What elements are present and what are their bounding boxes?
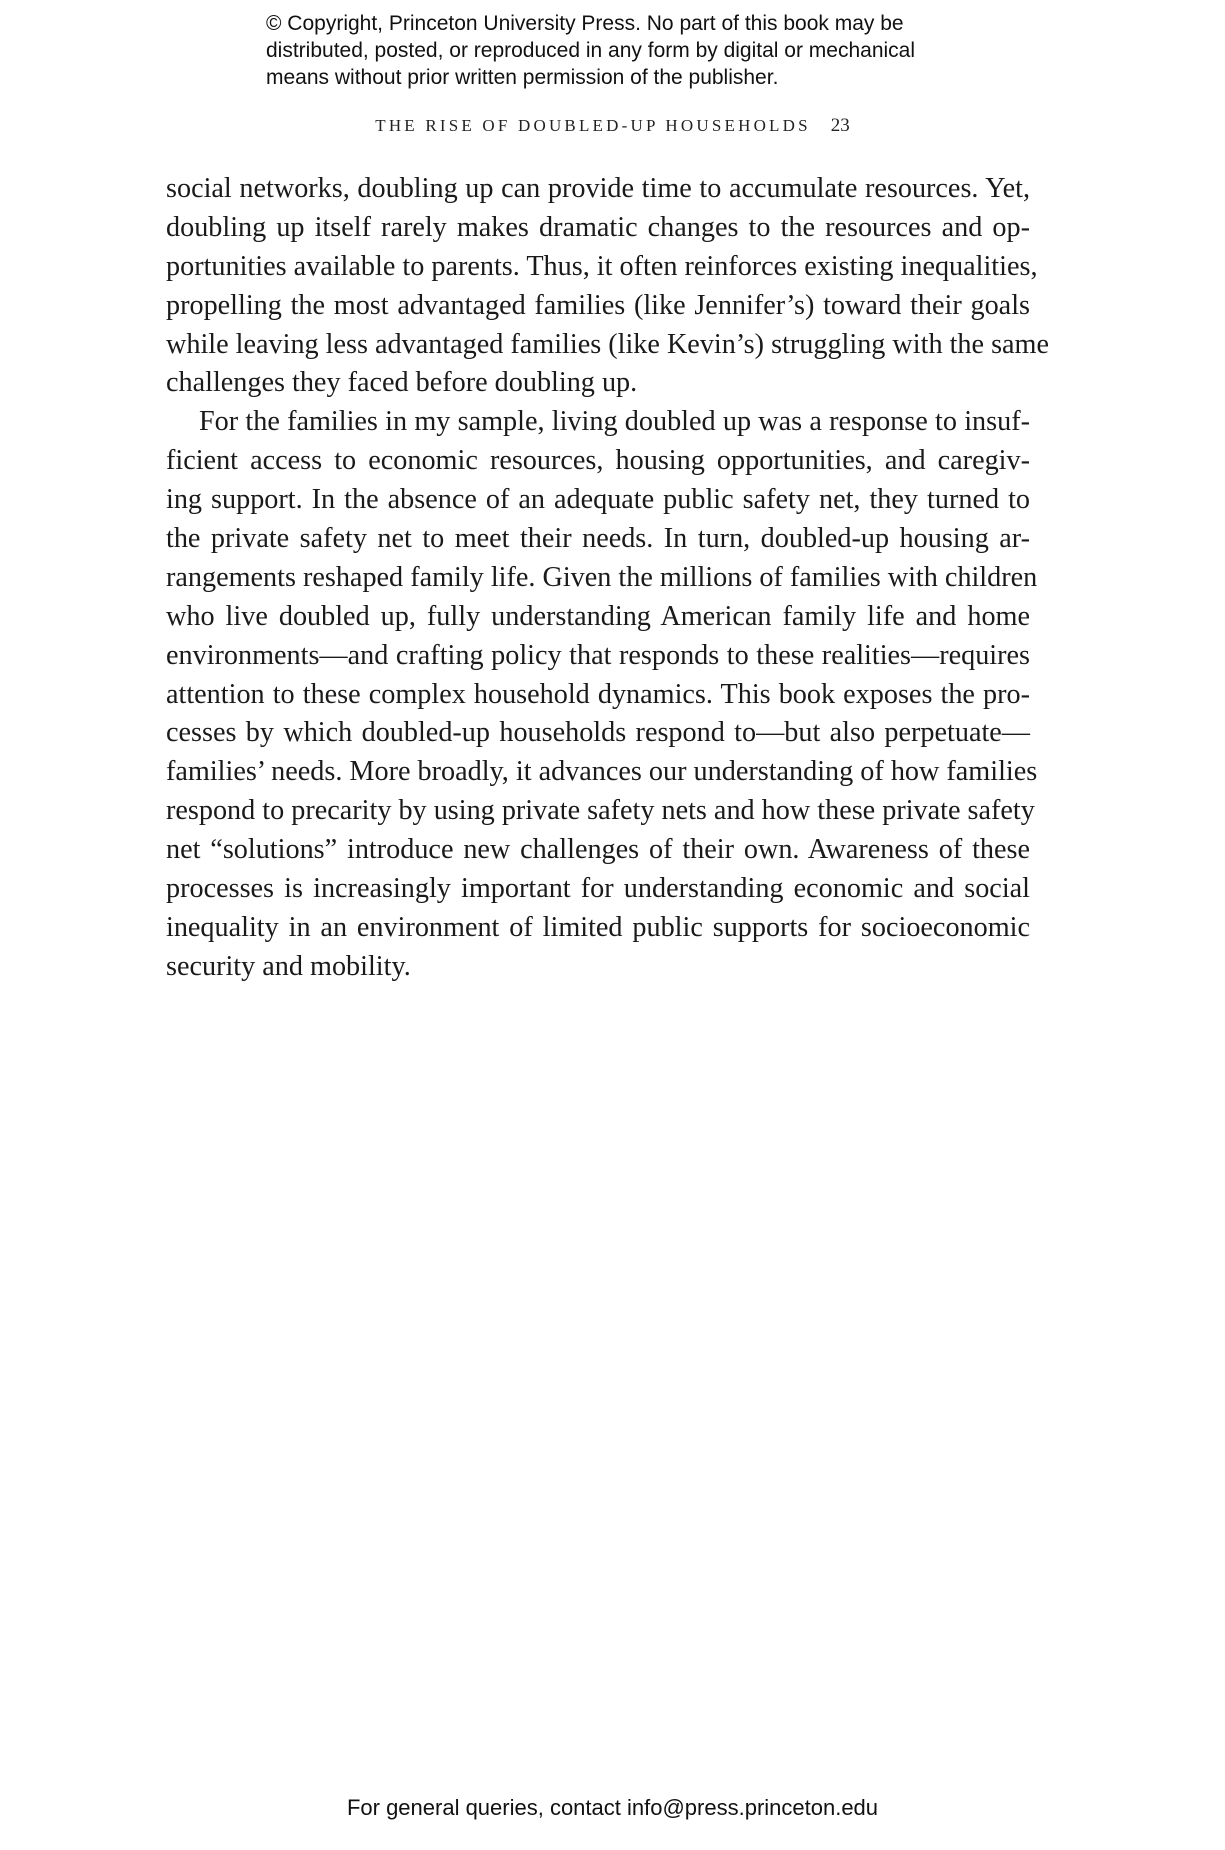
text-line: environments—and crafting policy that responds to these realities—requires xyxy=(166,639,1030,671)
text-line: the private safety net to meet their needs. In turn, doubled-up housing ar- xyxy=(166,523,1030,555)
running-head-title: THE RISE OF DOUBLED-UP HOUSEHOLDS xyxy=(375,116,811,135)
text-line: who live doubled up, fully understanding American family life and home xyxy=(166,600,1030,632)
paragraph xyxy=(166,170,1049,403)
text-line: rangements reshaped family life. Given the millions of families with children xyxy=(166,561,1038,593)
text-line: while leaving less advantaged families (like Kevin’s) struggling with the same xyxy=(166,328,1049,360)
text-line: cesses by which doubled-up households respond to—but also perpetuate— xyxy=(166,717,1030,749)
text-line: ficient access to economic resources, housing opportunities, and caregiv- xyxy=(166,445,1030,477)
copyright-line: means without prior written permission of the publisher. xyxy=(266,66,779,89)
text-line: security and mobility. xyxy=(166,950,411,982)
body-text xyxy=(166,170,1049,987)
text-line: inequality in an environment of limited public supports for socioeconomic xyxy=(166,911,1030,943)
page-number: 23 xyxy=(830,115,850,136)
text-line: respond to precarity by using private safety nets and how these private safety xyxy=(166,795,1035,827)
copyright-line: © Copyright, Princeton University Press. No part of this book may be xyxy=(266,12,904,35)
footer-contact: For general queries, contact info@press.princeton.edu xyxy=(346,1795,879,1820)
paragraph xyxy=(166,403,1038,986)
text-line: doubling up itself rarely makes dramatic changes to the resources and op- xyxy=(166,211,1030,243)
text-line: attention to these complex household dynamics. This book exposes the pro- xyxy=(166,678,1030,710)
text-line: propelling the most advantaged families (like Jennifer’s) toward their goals xyxy=(166,289,1030,321)
text-line: families’ needs. More broadly, it advances our understanding of how families xyxy=(166,756,1038,788)
text-line: ing support. In the absence of an adequate public safety net, they turned to xyxy=(166,484,1030,516)
text-line: For the families in my sample, living doubled up was a response to insuf- xyxy=(199,406,1030,438)
copyright-notice xyxy=(266,10,1026,91)
text-line: social networks, doubling up can provide time to accumulate resources. Yet, xyxy=(166,173,1030,204)
running-head xyxy=(0,115,1225,137)
copyright-line: distributed, posted, or reproduced in any form by digital or mechanical xyxy=(266,39,916,62)
text-line: portunities available to parents. Thus, it often reinforces existing inequalities, xyxy=(166,250,1038,282)
text-line: net “solutions” introduce new challenges of their own. Awareness of these xyxy=(166,834,1030,866)
text-line: processes is increasingly important for understanding economic and social xyxy=(166,873,1030,905)
text-line: challenges they faced before doubling up. xyxy=(166,367,638,399)
